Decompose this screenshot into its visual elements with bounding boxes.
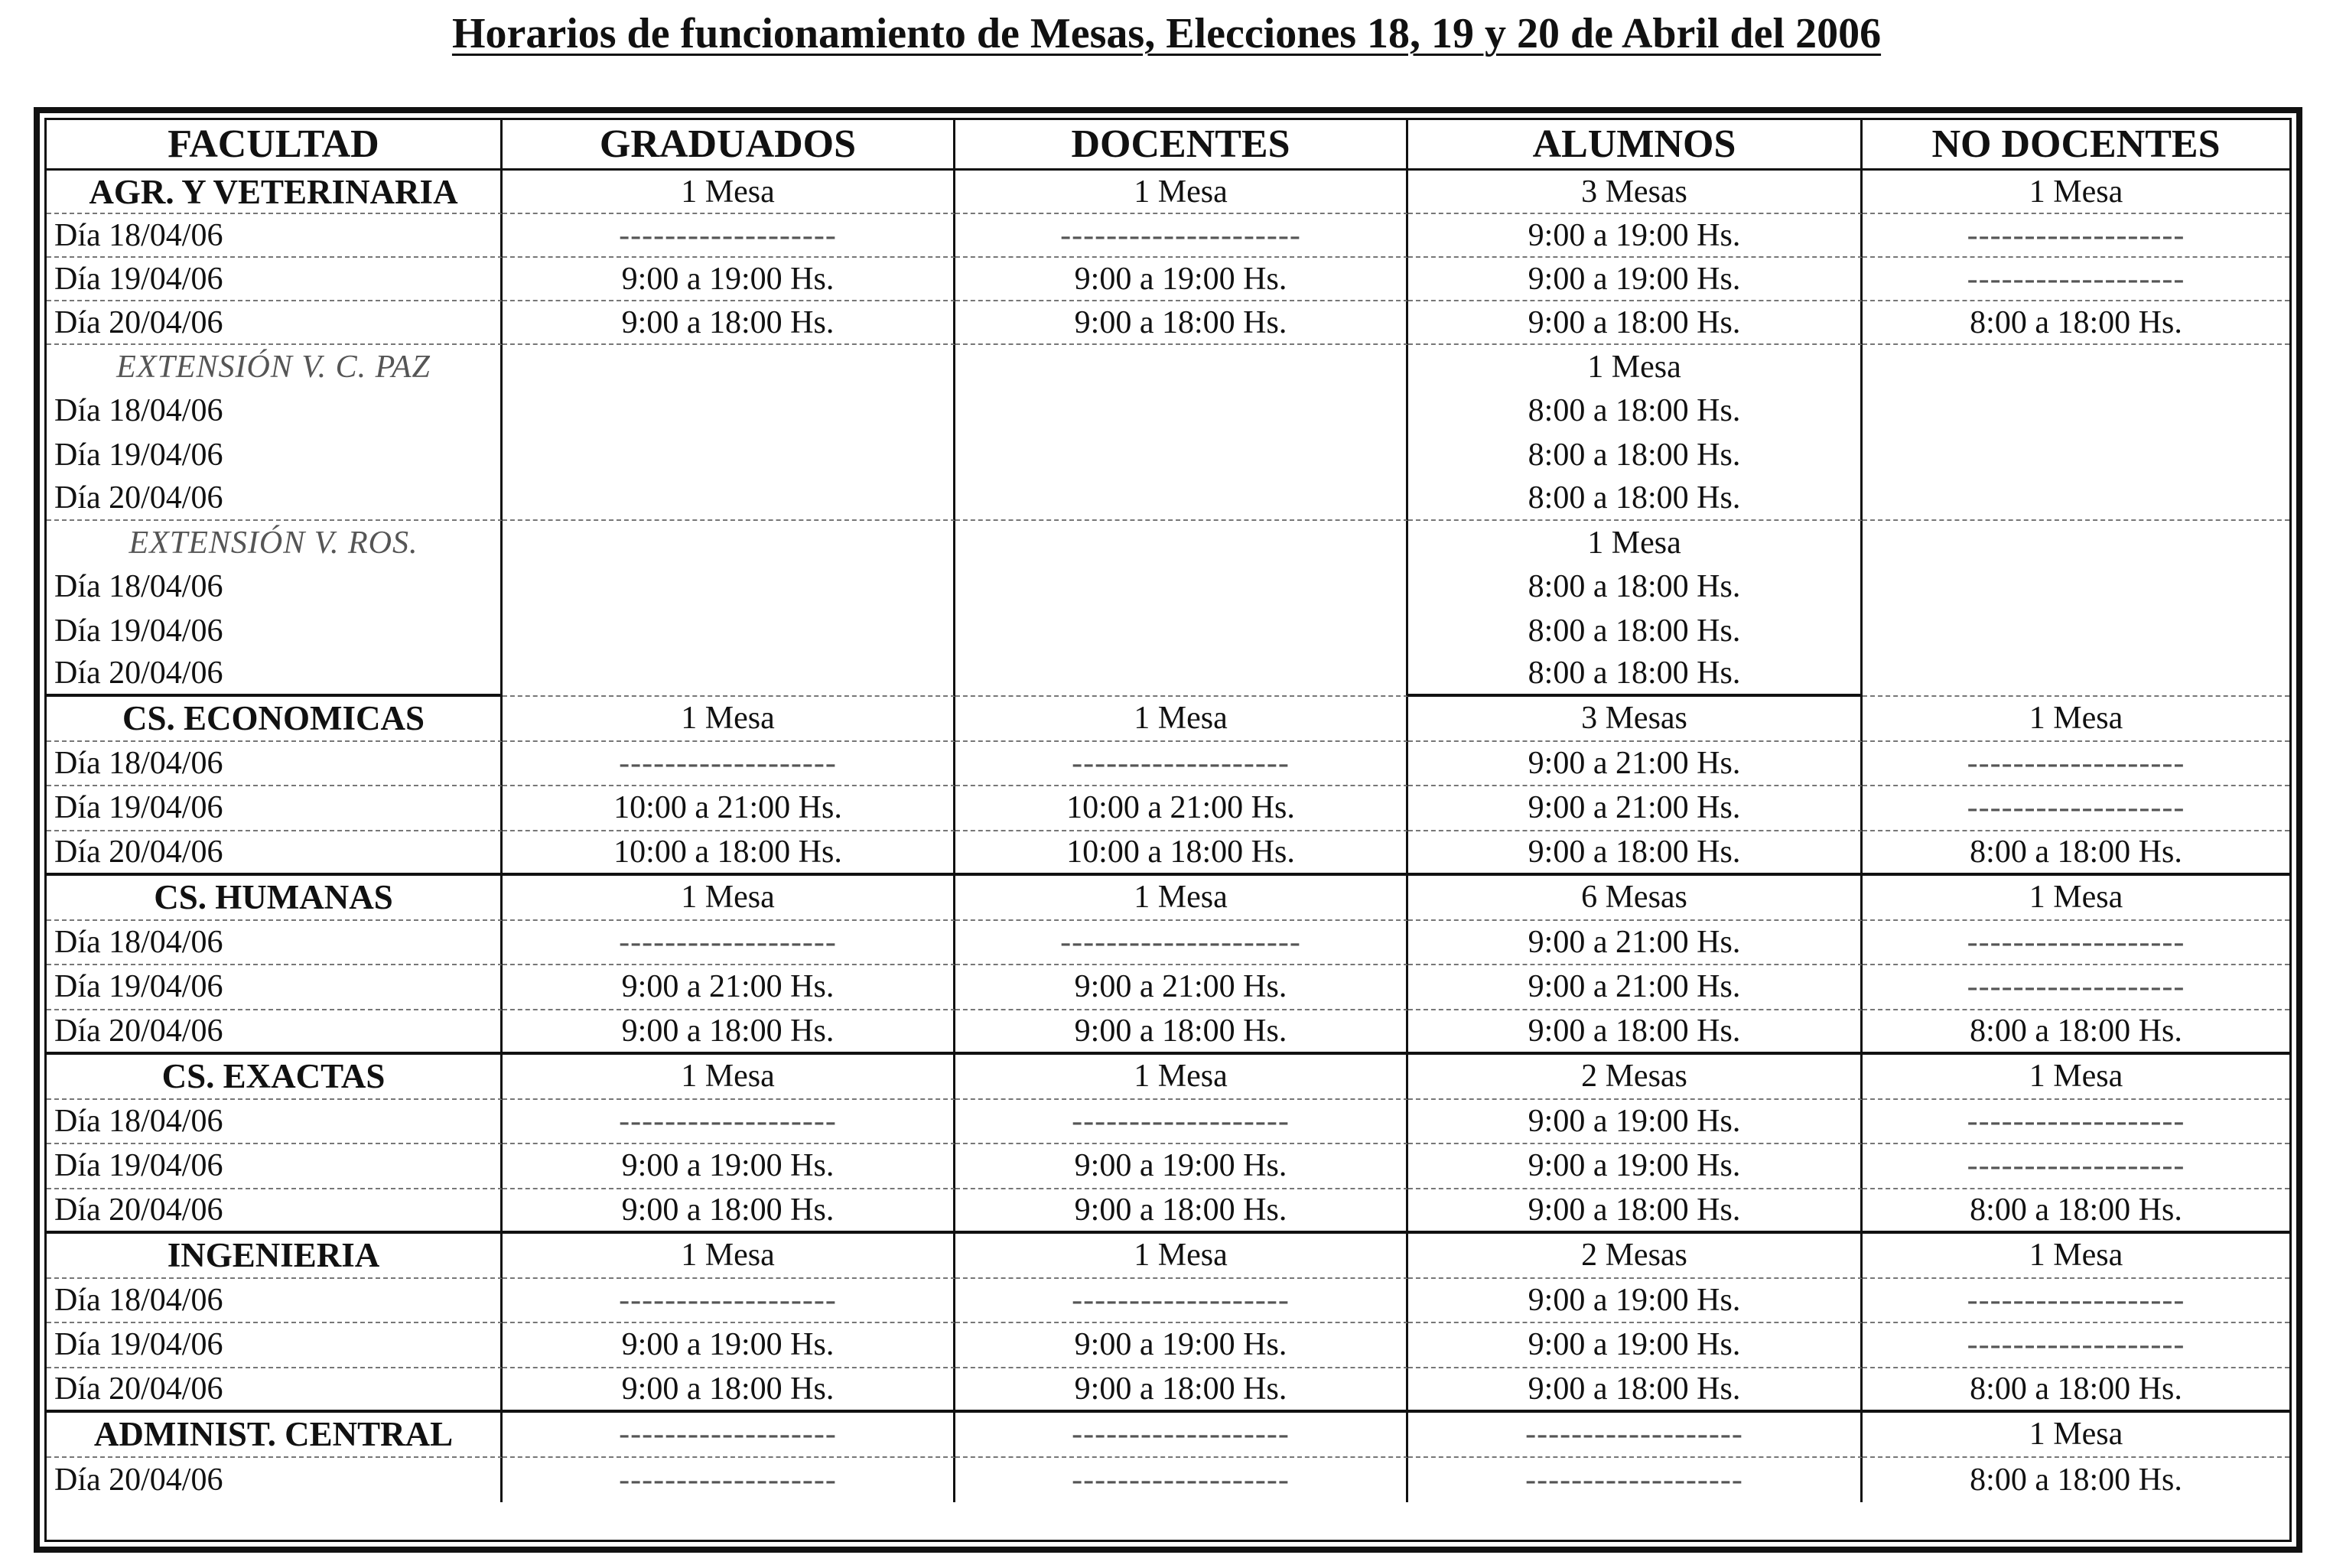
hours-cell: 8:00 a 18:00 Hs. xyxy=(1408,609,1863,653)
mesa-count: 1 Mesa xyxy=(503,171,955,214)
hours-cell: 9:00 a 21:00 Hs. xyxy=(955,965,1408,1010)
hours-cell: 10:00 a 21:00 Hs. xyxy=(503,786,955,831)
extension-name: EXTENSIÓN V. C. PAZ xyxy=(47,345,503,389)
mesa-count: 3 Mesas xyxy=(1408,171,1863,214)
hours-cell: 9:00 a 18:00 Hs. xyxy=(503,1010,955,1056)
schedule-frame xyxy=(34,107,2302,1553)
hours-cell: 8:00 a 18:00 Hs. xyxy=(1408,477,1863,522)
hours-cell: 8:00 a 18:00 Hs. xyxy=(1408,565,1863,610)
empty-dash: ------------------- xyxy=(1863,786,2289,831)
empty-cell xyxy=(955,521,1408,697)
day-label: Día 20/04/06 xyxy=(47,1010,503,1056)
empty-dash: ------------------- xyxy=(1863,258,2289,301)
hours-cell: 9:00 a 21:00 Hs. xyxy=(1408,921,1863,966)
empty-dash: ------------------- xyxy=(1408,1413,1863,1458)
hours-cell: 9:00 a 19:00 Hs. xyxy=(955,258,1408,301)
hours-cell: 9:00 a 18:00 Hs. xyxy=(1408,1189,1863,1235)
empty-dash: ------------------- xyxy=(503,921,955,966)
hours-cell: 9:00 a 21:00 Hs. xyxy=(1408,965,1863,1010)
hours-cell: 9:00 a 18:00 Hs. xyxy=(503,1368,955,1413)
header-no-docentes: NO DOCENTES xyxy=(1863,120,2289,171)
hours-cell: 9:00 a 21:00 Hs. xyxy=(1408,786,1863,831)
header-facultad: FACULTAD xyxy=(47,120,503,171)
empty-dash: ------------------- xyxy=(1408,1458,1863,1503)
header-alumnos: ALUMNOS xyxy=(1408,120,1863,171)
empty-dash: ------------------- xyxy=(1863,1279,2289,1324)
day-label: Día 18/04/06 xyxy=(47,1100,503,1145)
day-label: Día 18/04/06 xyxy=(47,1279,503,1324)
hours-cell: 9:00 a 18:00 Hs. xyxy=(1408,831,1863,877)
faculty-name: CS. EXACTAS xyxy=(47,1055,503,1100)
empty-cell xyxy=(955,345,1408,521)
hours-cell: 8:00 a 18:00 Hs. xyxy=(1863,1189,2289,1235)
mesa-count: 1 Mesa xyxy=(955,1055,1408,1100)
empty-dash: ------------------- xyxy=(1863,965,2289,1010)
mesa-count: 1 Mesa xyxy=(503,1234,955,1279)
day-label: Día 19/04/06 xyxy=(47,258,503,301)
hours-cell: 9:00 a 19:00 Hs. xyxy=(955,1323,1408,1368)
hours-cell: 10:00 a 18:00 Hs. xyxy=(503,831,955,877)
day-label: Día 18/04/06 xyxy=(47,389,503,434)
mesa-count: 2 Mesas xyxy=(1408,1055,1863,1100)
hours-cell: 8:00 a 18:00 Hs. xyxy=(1408,389,1863,434)
day-label: Día 20/04/06 xyxy=(47,831,503,877)
hours-cell: 9:00 a 18:00 Hs. xyxy=(955,1010,1408,1056)
hours-cell: 9:00 a 19:00 Hs. xyxy=(1408,1100,1863,1145)
hours-cell: 9:00 a 19:00 Hs. xyxy=(1408,214,1863,258)
empty-dash: ------------------- xyxy=(1863,1100,2289,1145)
mesa-count: 2 Mesas xyxy=(1408,1234,1863,1279)
hours-cell: 9:00 a 19:00 Hs. xyxy=(955,1144,1408,1189)
day-label: Día 18/04/06 xyxy=(47,921,503,966)
mesa-count: 1 Mesa xyxy=(955,171,1408,214)
empty-dash: ------------------- xyxy=(503,1458,955,1503)
empty-dash: ------------------- xyxy=(1863,214,2289,258)
empty-cell xyxy=(503,521,955,697)
empty-dash: ------------------- xyxy=(503,214,955,258)
hours-cell: 8:00 a 18:00 Hs. xyxy=(1863,1010,2289,1056)
day-label: Día 20/04/06 xyxy=(47,1189,503,1235)
day-label: Día 20/04/06 xyxy=(47,477,503,522)
empty-cell xyxy=(1863,521,2289,697)
hours-cell: 8:00 a 18:00 Hs. xyxy=(1408,653,1863,698)
extension-name: EXTENSIÓN V. ROS. xyxy=(47,521,503,565)
faculty-name: ADMINIST. CENTRAL xyxy=(47,1413,503,1458)
hours-cell: 9:00 a 19:00 Hs. xyxy=(1408,1323,1863,1368)
mesa-count: 3 Mesas xyxy=(1408,697,1863,742)
hours-cell: 8:00 a 18:00 Hs. xyxy=(1863,301,2289,345)
empty-dash: ------------------- xyxy=(503,1100,955,1145)
hours-cell: 9:00 a 21:00 Hs. xyxy=(1408,742,1863,787)
hours-cell: 9:00 a 18:00 Hs. xyxy=(955,301,1408,345)
day-label: Día 19/04/06 xyxy=(47,609,503,653)
faculty-name: INGENIERIA xyxy=(47,1234,503,1279)
faculty-name: CS. ECONOMICAS xyxy=(47,697,503,742)
mesa-count: 1 Mesa xyxy=(503,876,955,921)
hours-cell: 9:00 a 18:00 Hs. xyxy=(955,1189,1408,1235)
hours-cell: 9:00 a 18:00 Hs. xyxy=(503,301,955,345)
mesa-count: 1 Mesa xyxy=(503,1055,955,1100)
hours-cell: 9:00 a 19:00 Hs. xyxy=(503,1323,955,1368)
day-label: Día 20/04/06 xyxy=(47,1458,503,1503)
mesa-count: 1 Mesa xyxy=(955,876,1408,921)
header-graduados: GRADUADOS xyxy=(503,120,955,171)
mesa-count: 6 Mesas xyxy=(1408,876,1863,921)
hours-cell: 9:00 a 18:00 Hs. xyxy=(1408,1010,1863,1056)
empty-dash: ------------------- xyxy=(1863,1323,2289,1368)
empty-dash: ------------------- xyxy=(955,1100,1408,1145)
hours-cell: 9:00 a 21:00 Hs. xyxy=(503,965,955,1010)
empty-dash: ------------------- xyxy=(1863,1144,2289,1189)
hours-cell: 9:00 a 18:00 Hs. xyxy=(1408,301,1863,345)
hours-cell: 9:00 a 18:00 Hs. xyxy=(1408,1368,1863,1413)
mesa-count: 1 Mesa xyxy=(1863,171,2289,214)
hours-cell: 9:00 a 18:00 Hs. xyxy=(503,1189,955,1235)
day-label: Día 19/04/06 xyxy=(47,433,503,477)
mesa-count: 1 Mesa xyxy=(1863,876,2289,921)
day-label: Día 18/04/06 xyxy=(47,742,503,787)
hours-cell: 9:00 a 18:00 Hs. xyxy=(955,1368,1408,1413)
header-docentes: DOCENTES xyxy=(955,120,1408,171)
schedule-table xyxy=(44,118,2292,1542)
empty-dash: --------------------- xyxy=(955,921,1408,966)
hours-cell: 8:00 a 18:00 Hs. xyxy=(1863,1368,2289,1413)
mesa-count: 1 Mesa xyxy=(1863,1234,2289,1279)
mesa-count: 1 Mesa xyxy=(1408,521,1863,565)
hours-cell: 8:00 a 18:00 Hs. xyxy=(1408,433,1863,477)
hours-cell: 9:00 a 19:00 Hs. xyxy=(503,1144,955,1189)
day-label: Día 20/04/06 xyxy=(47,653,503,698)
empty-dash: ------------------- xyxy=(955,742,1408,787)
mesa-count: 1 Mesa xyxy=(1408,345,1863,389)
empty-dash: ------------------- xyxy=(955,1279,1408,1324)
day-label: Día 19/04/06 xyxy=(47,786,503,831)
empty-dash: ------------------- xyxy=(503,1413,955,1458)
day-label: Día 19/04/06 xyxy=(47,1323,503,1368)
mesa-count: 1 Mesa xyxy=(955,697,1408,742)
mesa-count: 1 Mesa xyxy=(1863,1413,2289,1458)
hours-cell: 9:00 a 19:00 Hs. xyxy=(1408,1279,1863,1324)
empty-dash: ------------------- xyxy=(1863,921,2289,966)
mesa-count: 1 Mesa xyxy=(955,1234,1408,1279)
hours-cell: 10:00 a 18:00 Hs. xyxy=(955,831,1408,877)
hours-cell: 10:00 a 21:00 Hs. xyxy=(955,786,1408,831)
day-label: Día 20/04/06 xyxy=(47,1368,503,1413)
empty-dash: ------------------- xyxy=(955,1458,1408,1503)
day-label: Día 18/04/06 xyxy=(47,214,503,258)
empty-cell xyxy=(1863,345,2289,521)
page-title: Horarios de funcionamiento de Mesas, Elecciones 18, 19 y 20 de Abril del 2006 xyxy=(451,10,1882,57)
empty-dash: ------------------- xyxy=(503,742,955,787)
day-label: Día 19/04/06 xyxy=(47,1144,503,1189)
hours-cell: 9:00 a 19:00 Hs. xyxy=(503,258,955,301)
empty-dash: ------------------- xyxy=(955,1413,1408,1458)
day-label: Día 20/04/06 xyxy=(47,301,503,345)
hours-cell: 8:00 a 18:00 Hs. xyxy=(1863,831,2289,877)
hours-cell: 9:00 a 19:00 Hs. xyxy=(1408,258,1863,301)
empty-cell xyxy=(503,345,955,521)
mesa-count: 1 Mesa xyxy=(503,697,955,742)
day-label: Día 19/04/06 xyxy=(47,965,503,1010)
mesa-count: 1 Mesa xyxy=(1863,697,2289,742)
faculty-name: CS. HUMANAS xyxy=(47,876,503,921)
hours-cell: 9:00 a 19:00 Hs. xyxy=(1408,1144,1863,1189)
faculty-name: AGR. Y VETERINARIA xyxy=(47,171,503,214)
empty-dash: ------------------- xyxy=(503,1279,955,1324)
day-label: Día 18/04/06 xyxy=(47,565,503,610)
hours-cell: 8:00 a 18:00 Hs. xyxy=(1970,1462,2182,1498)
empty-dash: --------------------- xyxy=(955,214,1408,258)
mesa-count: 1 Mesa xyxy=(1863,1055,2289,1100)
empty-dash: ------------------- xyxy=(1863,742,2289,787)
